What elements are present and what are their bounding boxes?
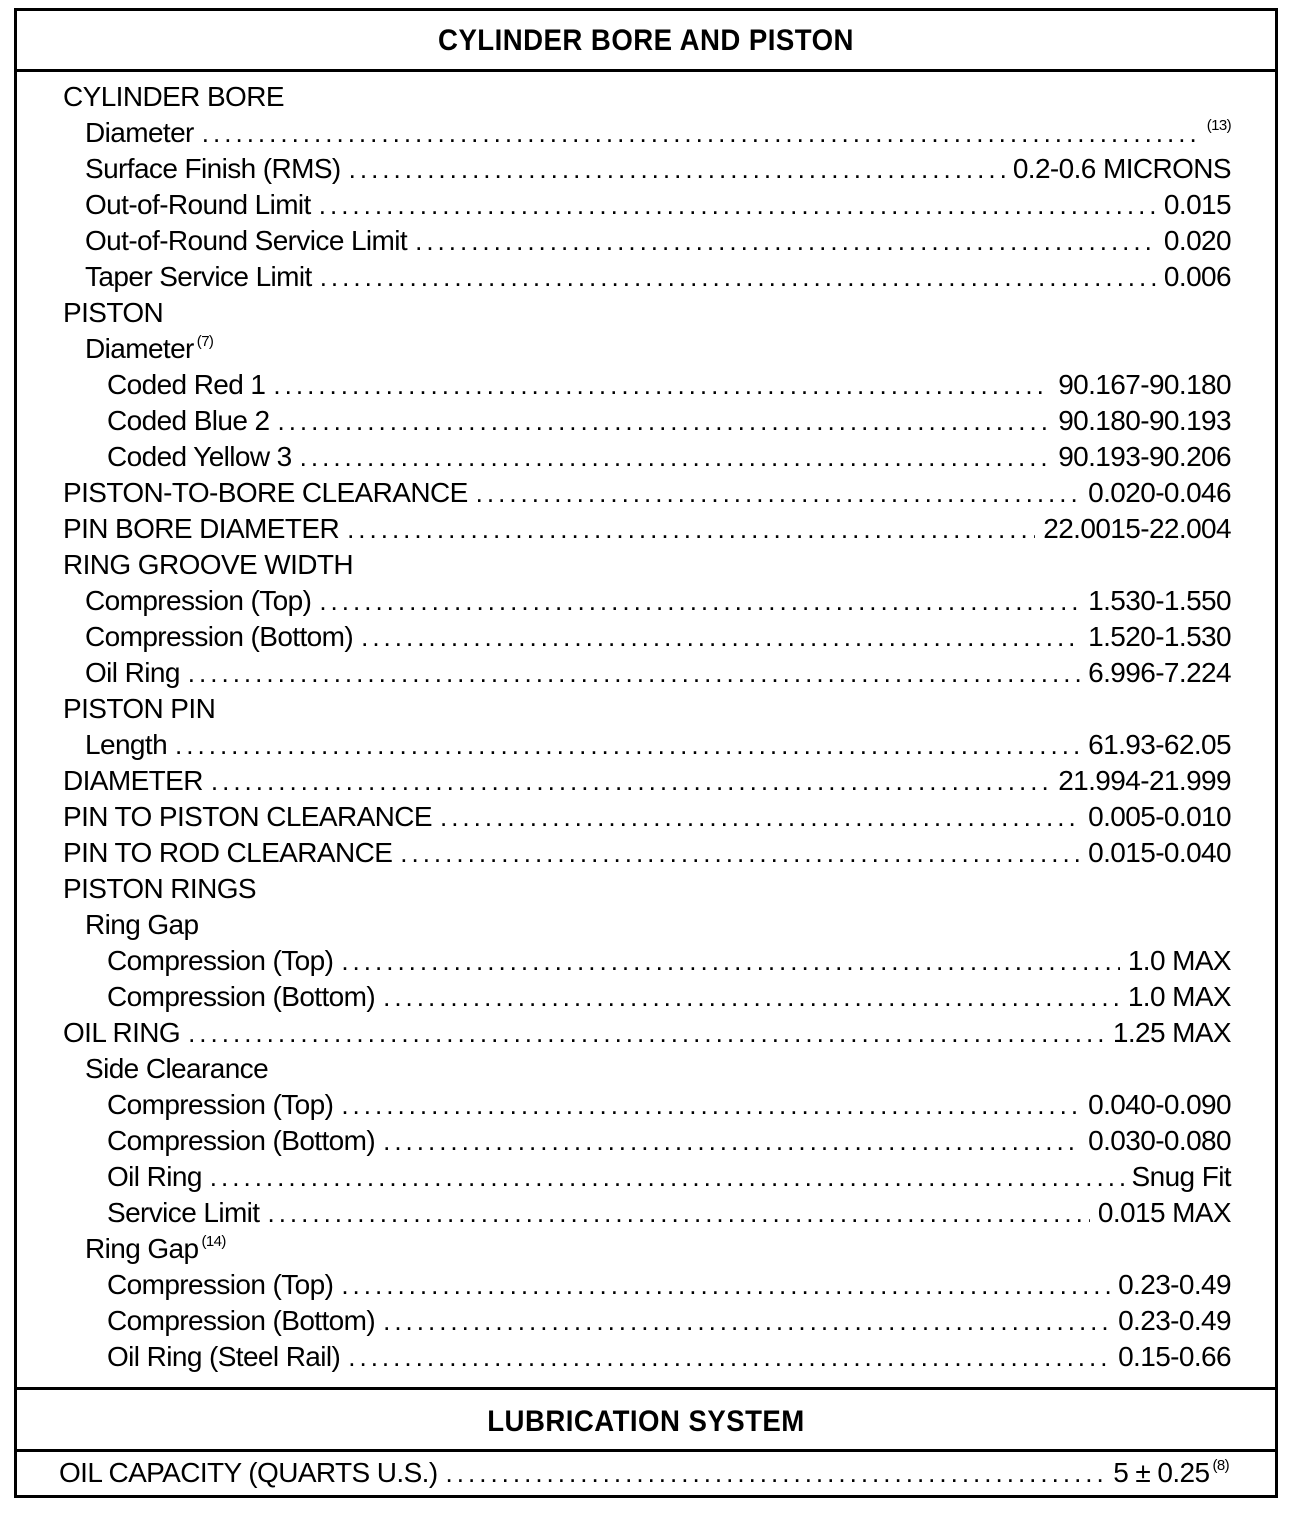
spec-row xyxy=(17,1339,1275,1375)
spec-row xyxy=(17,835,1275,871)
dot-leader xyxy=(188,655,1080,691)
dot-leader xyxy=(319,187,1156,223)
spec-label: RING GROOVE WIDTH xyxy=(63,549,354,580)
spec-value: 6.996-7.224 xyxy=(1088,657,1231,688)
spec-value: 0.015 xyxy=(1163,189,1231,220)
spec-value: 0.040-0.090 xyxy=(1088,1089,1231,1120)
spec-row xyxy=(17,691,1275,727)
spec-value: 0.015-0.040 xyxy=(1088,837,1231,868)
spec-label: Coded Red 1 xyxy=(107,369,266,400)
spec-value: 0.005-0.010 xyxy=(1088,801,1231,832)
spec-label: Ring Gap xyxy=(85,909,199,940)
spec-label: Surface Finish (RMS) xyxy=(85,153,341,184)
spec-row xyxy=(17,511,1275,547)
spec-row xyxy=(17,907,1275,943)
spec-value: 21.994-21.999 xyxy=(1058,765,1231,796)
spec-value: 0.15-0.66 xyxy=(1118,1341,1231,1372)
spec-label: Taper Service Limit xyxy=(85,261,312,292)
spec-label: Coded Yellow 3 xyxy=(107,441,292,472)
spec-value: 90.180-90.193 xyxy=(1058,405,1231,436)
spec-value: 61.93-62.05 xyxy=(1088,729,1231,760)
spec-row xyxy=(17,727,1275,763)
spec-row xyxy=(17,151,1275,187)
dot-leader xyxy=(341,1267,1110,1303)
spec-label: Compression (Top) xyxy=(85,585,312,616)
spec-value: 90.193-90.206 xyxy=(1058,441,1231,472)
dot-leader xyxy=(202,115,1196,151)
spec-value: 0.2-0.6 MICRONS xyxy=(1012,153,1231,184)
spec-row xyxy=(17,367,1275,403)
spec-label: Out-of-Round Service Limit xyxy=(85,225,408,256)
spec-row xyxy=(17,583,1275,619)
spec-row xyxy=(17,1159,1275,1195)
spec-label: PIN TO ROD CLEARANCE xyxy=(63,837,393,868)
spec-row xyxy=(17,799,1275,835)
spec-label: Diameter xyxy=(85,117,194,148)
spec-label: Length xyxy=(85,729,168,760)
spec-row xyxy=(17,331,1275,367)
spec-label: OIL CAPACITY (QUARTS U.S.) xyxy=(59,1457,438,1488)
spec-label: OIL RING xyxy=(63,1017,181,1048)
spec-label: Compression (Bottom) xyxy=(107,1305,376,1336)
dot-leader xyxy=(267,1195,1089,1231)
spec-value: 5 ± 0.25 $^{(8)}$ xyxy=(1113,1457,1229,1488)
spec-value: 1.520-1.530 xyxy=(1088,621,1231,652)
dot-leader xyxy=(300,439,1051,475)
dot-leader xyxy=(440,799,1080,835)
spec-row xyxy=(17,655,1275,691)
dot-leader xyxy=(341,1087,1080,1123)
spec-label: CYLINDER BORE xyxy=(63,81,284,112)
footnote-ref: (8) xyxy=(1212,1457,1229,1474)
cylinder-spec-list xyxy=(17,79,1275,1375)
spec-value: 0.020 xyxy=(1163,225,1231,256)
spec-label: Compression (Top) xyxy=(107,1089,334,1120)
spec-row xyxy=(17,79,1275,115)
spec-row xyxy=(17,1267,1275,1303)
spec-row xyxy=(17,1303,1275,1339)
spec-row xyxy=(17,1087,1275,1123)
dot-leader xyxy=(349,151,1005,187)
spec-label: Compression (Top) xyxy=(107,1269,334,1300)
divider xyxy=(17,69,1275,72)
spec-row xyxy=(17,259,1275,295)
dot-leader xyxy=(211,763,1050,799)
dot-leader xyxy=(446,1455,1106,1491)
dot-leader xyxy=(400,835,1080,871)
divider xyxy=(17,1449,1275,1452)
spec-value: 1.25 MAX xyxy=(1112,1017,1231,1048)
spec-row xyxy=(17,475,1275,511)
spec-row xyxy=(17,1051,1275,1087)
spec-row xyxy=(17,439,1275,475)
dot-leader xyxy=(273,367,1050,403)
spec-value: 1.530-1.550 xyxy=(1088,585,1231,616)
footnote-ref: (13) xyxy=(1206,117,1231,134)
dot-leader xyxy=(383,1123,1080,1159)
spec-row xyxy=(17,943,1275,979)
dot-leader xyxy=(347,511,1035,547)
dot-leader xyxy=(341,943,1119,979)
spec-label: PISTON-TO-BORE CLEARANCE xyxy=(63,477,468,508)
dot-leader xyxy=(277,403,1050,439)
spec-value: 0.020-0.046 xyxy=(1088,477,1231,508)
spec-row xyxy=(17,187,1275,223)
spec-label: Out-of-Round Limit xyxy=(85,189,311,220)
spec-label: DIAMETER xyxy=(63,765,203,796)
spec-value: Snug Fit xyxy=(1131,1161,1231,1192)
spec-label: PIN TO PISTON CLEARANCE xyxy=(63,801,432,832)
spec-row xyxy=(17,223,1275,259)
dot-leader xyxy=(383,1303,1110,1339)
spec-value: 1.0 MAX xyxy=(1127,981,1231,1012)
dot-leader xyxy=(319,583,1080,619)
footnote-ref: (14) xyxy=(201,1233,226,1250)
spec-label: Oil Ring xyxy=(107,1161,202,1192)
spec-label: Oil Ring (Steel Rail) xyxy=(107,1341,341,1372)
spec-table xyxy=(14,8,1278,1498)
dot-leader xyxy=(320,259,1156,295)
spec-label: Compression (Top) xyxy=(107,945,334,976)
spec-label: Diameter $^{(7)}$ xyxy=(85,333,214,364)
spec-label: Side Clearance xyxy=(85,1053,269,1084)
spec-value: 0.23-0.49 xyxy=(1118,1305,1231,1336)
spec-label: PISTON PIN xyxy=(63,693,216,724)
spec-label: Coded Blue 2 xyxy=(107,405,270,436)
spec-row xyxy=(17,1015,1275,1051)
dot-leader xyxy=(210,1159,1124,1195)
dot-leader xyxy=(175,727,1080,763)
spec-label: Compression (Bottom) xyxy=(107,981,376,1012)
spec-label: Compression (Bottom) xyxy=(85,621,354,652)
spec-value: 0.030-0.080 xyxy=(1088,1125,1231,1156)
dot-leader xyxy=(476,475,1080,511)
spec-row xyxy=(17,979,1275,1015)
dot-leader xyxy=(188,1015,1105,1051)
spec-value: 0.23-0.49 xyxy=(1118,1269,1231,1300)
divider xyxy=(17,1387,1275,1390)
spec-row xyxy=(17,763,1275,799)
spec-value: 1.0 MAX xyxy=(1127,945,1231,976)
spec-row xyxy=(17,1123,1275,1159)
spec-row xyxy=(17,547,1275,583)
spec-row xyxy=(17,403,1275,439)
dot-leader xyxy=(383,979,1120,1015)
spec-row xyxy=(17,115,1275,151)
spec-value: 22.0015-22.004 xyxy=(1043,513,1231,544)
dot-leader xyxy=(348,1339,1110,1375)
spec-label: PISTON xyxy=(63,297,164,328)
spec-row xyxy=(17,619,1275,655)
spec-row xyxy=(17,295,1275,331)
spec-value: 0.015 MAX xyxy=(1097,1197,1231,1228)
footnote-ref: (7) xyxy=(196,333,214,350)
spec-label: Oil Ring xyxy=(85,657,180,688)
spec-row xyxy=(17,1455,1275,1491)
dot-leader xyxy=(415,223,1156,259)
spec-label: PISTON RINGS xyxy=(63,873,256,904)
spec-value: 90.167-90.180 xyxy=(1058,369,1231,400)
spec-row xyxy=(17,871,1275,907)
lubrication-spec-list xyxy=(17,1455,1275,1491)
spec-value xyxy=(1204,115,1231,151)
dot-leader xyxy=(361,619,1080,655)
spec-label: PIN BORE DIAMETER xyxy=(63,513,340,544)
section-title-cylinder-bore-and-piston: CYLINDER BORE AND PISTON xyxy=(438,24,854,57)
spec-label: Compression (Bottom) xyxy=(107,1125,376,1156)
spec-label: Service Limit xyxy=(107,1197,260,1228)
section-title-lubrication-system: LUBRICATION SYSTEM xyxy=(487,1405,805,1438)
spec-label: Ring Gap $^{(14)}$ xyxy=(85,1233,226,1264)
spec-row xyxy=(17,1231,1275,1267)
spec-row xyxy=(17,1195,1275,1231)
spec-value: 0.006 xyxy=(1163,261,1231,292)
